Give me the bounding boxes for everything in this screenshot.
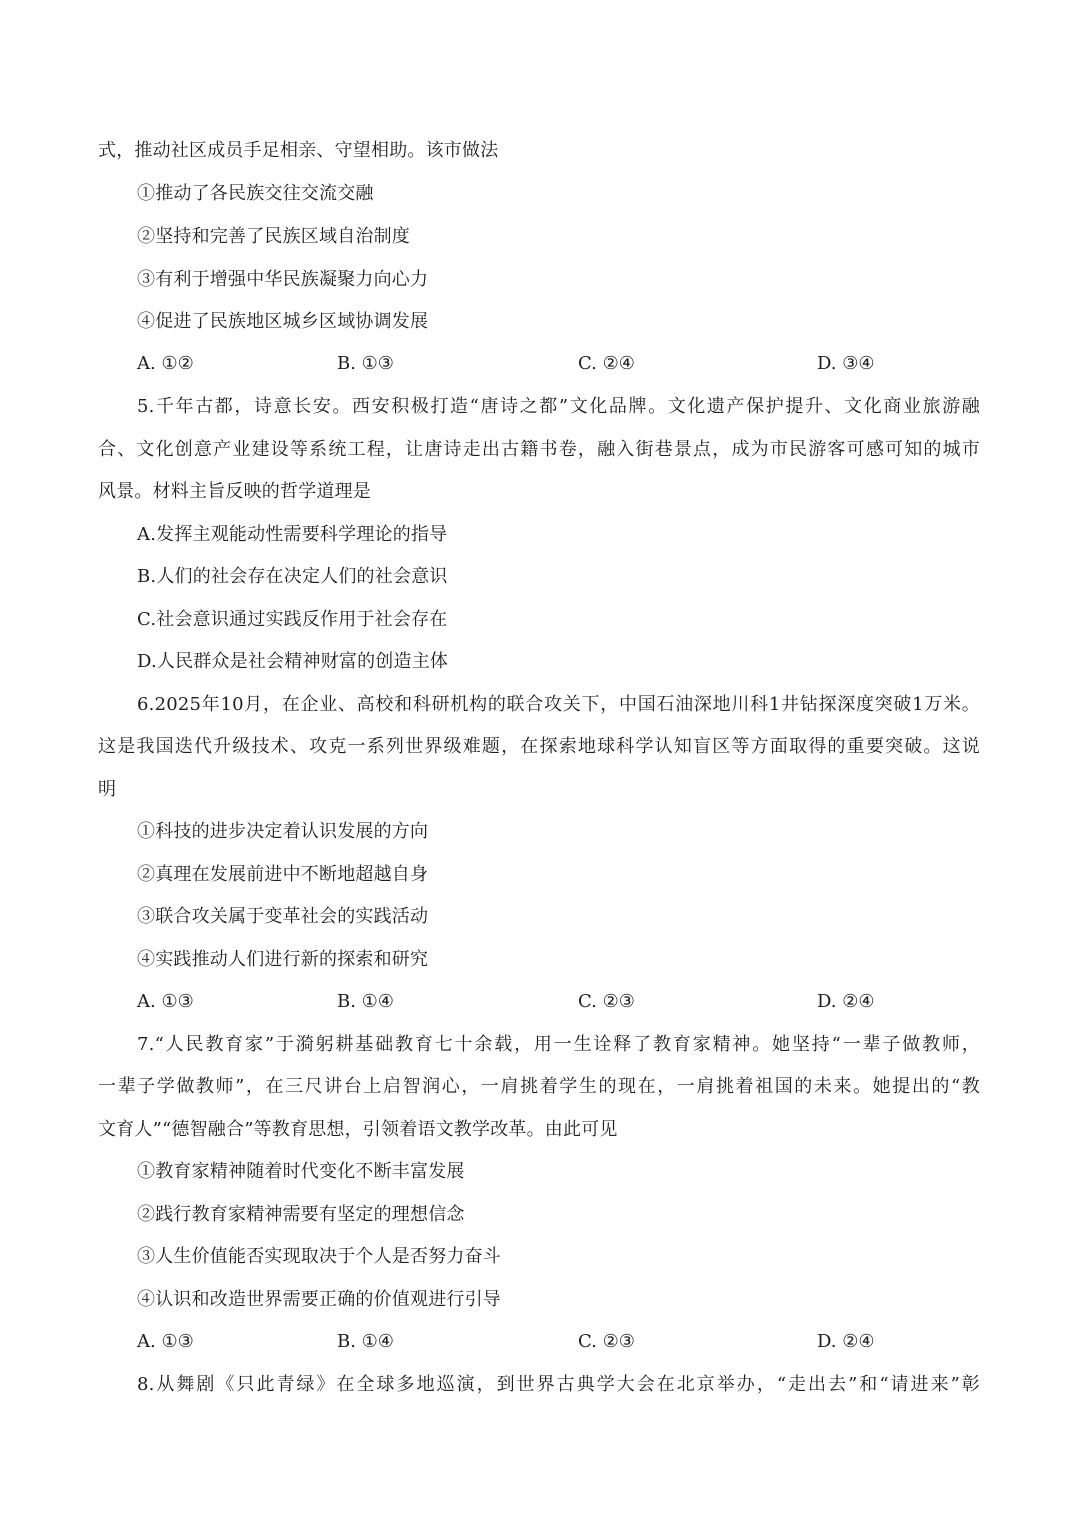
q6-item-1: ①科技的进步决定着认识发展的方向 [137, 821, 429, 842]
q7-option-a: A. ①③ [137, 1331, 194, 1352]
q7-stem-line-3: 文育人”“德智融合”等教育思想，引领着语文教学改革。由此可见 [98, 1119, 618, 1140]
q4-option-b: B. ①③ [337, 353, 394, 374]
q6-stem-line-1: 6.2025年10月，在企业、高校和科研机构的联合攻关下，中国石油深地川科1井钻探深度突破1万米。 [137, 694, 980, 715]
q4-item-1: ①推动了各民族交往交流交融 [137, 183, 374, 204]
q6-stem-line-2: 这是我国迭代升级技术、攻克一系列世界级难题，在探索地球科学认知盲区等方面取得的重要突破。这说 [98, 736, 980, 757]
q7-stem-line-1: 7.“人民教育家”于漪躬耕基础教育七十余载，用一生诠释了教育家精神。她坚持“一辈子做教师， [137, 1034, 980, 1055]
q7-item-4: ④认识和改造世界需要正确的价值观进行引导 [137, 1289, 501, 1310]
q6-option-c: C. ②③ [578, 991, 635, 1012]
q6-option-a: A. ①③ [137, 991, 194, 1012]
q6-stem-line-3: 明 [98, 779, 117, 800]
q7-stem-line-2: 一辈子学做教师”，在三尺讲台上启智润心，一肩挑着学生的现在，一肩挑着祖国的未来。她提出的“教 [98, 1076, 980, 1097]
q7-item-3: ③人生价值能否实现取决于个人是否努力奋斗 [137, 1246, 501, 1267]
q5-option-c: C.社会意识通过实践反作用于社会存在 [137, 609, 448, 630]
q5-option-d: D.人民群众是社会精神财富的创造主体 [137, 651, 449, 672]
q5-stem-line-2: 合、文化创意产业建设等系统工程，让唐诗走出古籍书卷，融入街巷景点，成为市民游客可感可知的城市 [98, 439, 980, 460]
q7-option-c: C. ②③ [578, 1331, 635, 1352]
q5-stem-line-3: 风景。材料主旨反映的哲学道理是 [98, 481, 371, 502]
q4-option-d: D. ③④ [817, 353, 875, 374]
q6-option-b: B. ①④ [337, 991, 394, 1012]
q4-item-2: ②坚持和完善了民族区域自治制度 [137, 226, 410, 247]
q6-item-3: ③联合攻关属于变革社会的实践活动 [137, 906, 429, 927]
q7-option-d: D. ②④ [817, 1331, 875, 1352]
q4-item-3: ③有利于增强中华民族凝聚力向心力 [137, 269, 429, 290]
q4-option-c: C. ②④ [578, 353, 635, 374]
q7-option-b: B. ①④ [337, 1331, 394, 1352]
q5-option-b: B.人们的社会存在决定人们的社会意识 [137, 566, 448, 587]
q7-item-2: ②践行教育家精神需要有坚定的理想信念 [137, 1204, 465, 1225]
q7-item-1: ①教育家精神随着时代变化不断丰富发展 [137, 1161, 465, 1182]
q4-option-a: A. ①② [137, 353, 194, 374]
q6-item-2: ②真理在发展前进中不断地超越自身 [137, 864, 429, 885]
q5-stem-line-1: 5.千年古都，诗意长安。西安积极打造“唐诗之都”文化品牌。文化遗产保护提升、文化商业旅游融 [137, 396, 980, 417]
q4-item-4: ④促进了民族地区城乡区域协调发展 [137, 311, 429, 332]
q5-option-a: A.发挥主观能动性需要科学理论的指导 [137, 524, 448, 545]
q4-stem-tail: 式，推动社区成员手足相亲、守望相助。该市做法 [98, 140, 499, 161]
q8-stem-line-1: 8.从舞剧《只此青绿》在全球多地巡演，到世界古典学大会在北京举办，“走出去”和“请进来”彰 [137, 1374, 980, 1395]
q6-item-4: ④实践推动人们进行新的探索和研究 [137, 949, 429, 970]
q6-option-d: D. ②④ [817, 991, 875, 1012]
